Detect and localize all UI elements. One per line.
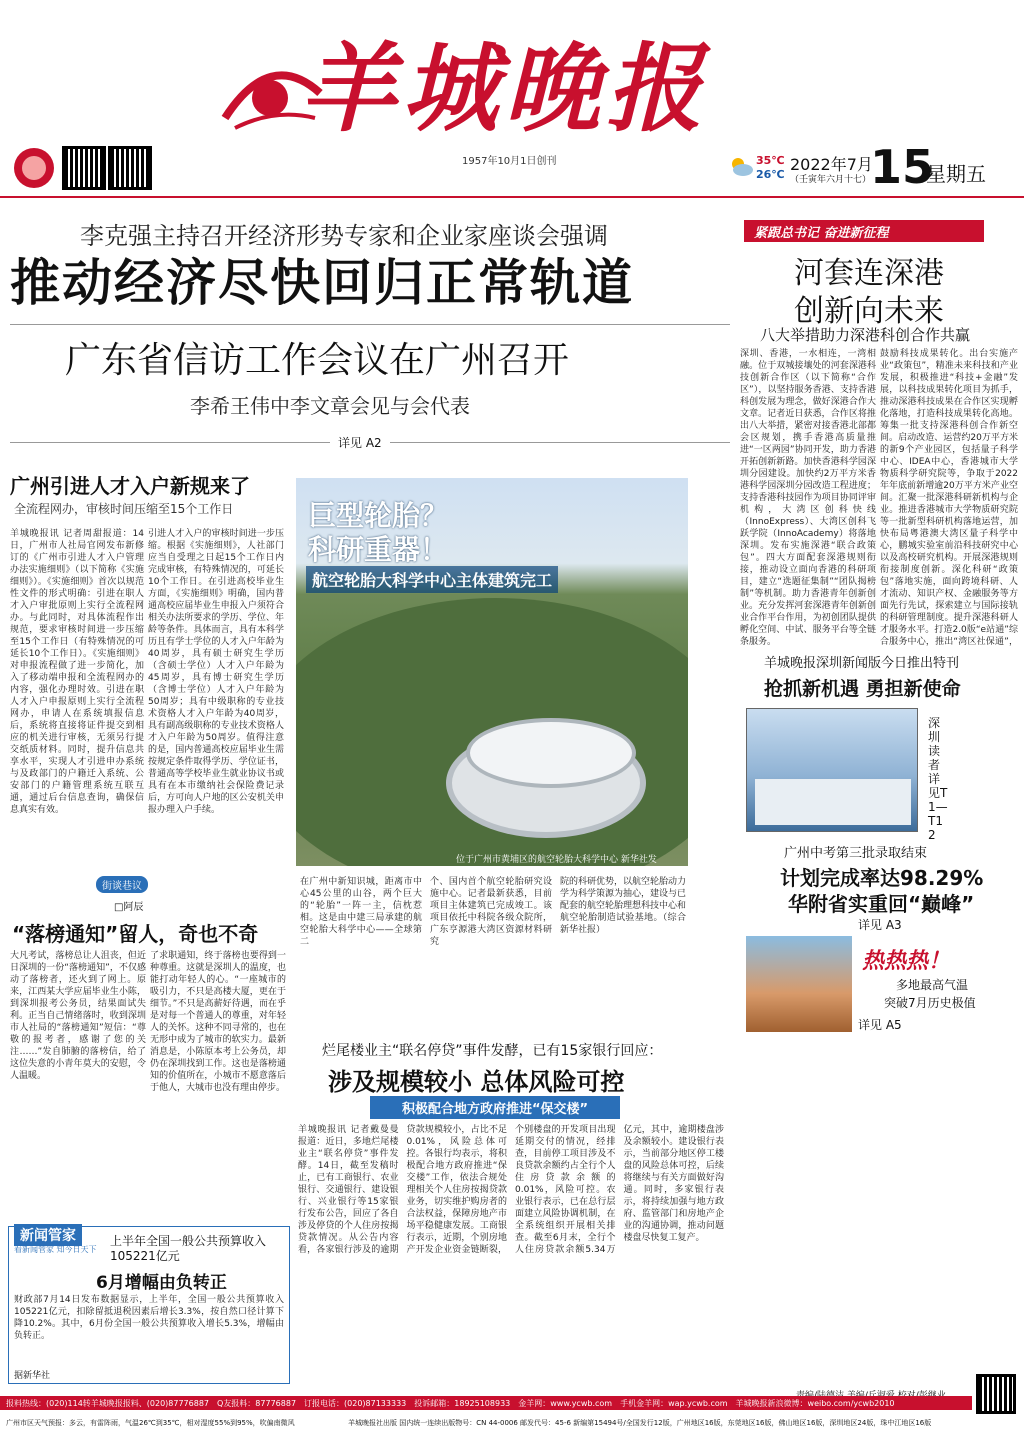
finance-source: 据新华社 — [14, 1371, 51, 1381]
photo-body-col1: 在广州中新知识城，距离市中心45公里的山谷，两个巨大的“轮胎”一阵一主，信枕惹相。这是由中建三局承建的航空轮胎大科学中心——全球第二 — [300, 877, 422, 947]
finance-headline2: 6月增幅由负转正 — [96, 1273, 227, 1293]
talent-body-col2: 引进人才入户的审核时间进一步压缩。根据《实施细则》，人社部门应当自受理之日起15个工作日内完成审核，有特殊情况的，可延长10个工作日。在引进高校毕业生方面，《实施细则》明确，国内普通高校应届毕业生申报入户须符合相关办法所要求的学历、学位、年龄等条件。具体而言，具有本科学历且有学士学位的人才入户年龄为40周岁，具有硕士研究生学历（含硕士学位）人才入户年龄为45周岁，具有博士研究生学历（含博士学位）人才入户年龄为50周岁；具有中级职称的专业技术资格人才入户年龄为40周岁，具有副高级职称的专业技术资格人才入户年龄为50周岁。值得注意的是，国内普通高校应届毕业生需按规定条件取得学历、学位证书，普通高等学校毕业生就业协议书或具有在本市缴纳社会保险费记录后，方可向人户地的区公安机关申报办理入户手续。 — [148, 529, 284, 815]
award-emblem-icon — [8, 146, 60, 192]
talent-deck: 全流程网办，审核时间压缩至15个工作日 — [14, 502, 234, 516]
hotline-item: 报料热线：(020)114转羊城晚报报料、(020)87776887 — [6, 1398, 210, 1408]
lead-see: 详见 A2 — [330, 434, 390, 451]
lead-rule — [10, 324, 730, 325]
bank-deck: 积极配合地方政府推进“保交楼” — [370, 1096, 620, 1119]
hotline-item: 投诉邮箱：18925108933 — [414, 1398, 511, 1408]
finance-headline1: 上半年全国一般公共预算收入105221亿元 — [110, 1234, 267, 1263]
heat-title: 热热热！ — [862, 949, 951, 974]
sidebar-headline1: 河套连深港 — [794, 256, 944, 291]
photo-overlay-sub: 航空轮胎大科学中心主体建筑完工 — [306, 566, 558, 593]
supp-cover-block — [755, 779, 911, 825]
date-year-month: 2022年7月 — [790, 155, 873, 174]
photo-caption: 位于广州市黄埔区的航空轮胎大科学中心 新华社发 — [456, 855, 657, 865]
essay-headline: “落榜通知”留人，奇也不奇 — [12, 922, 259, 946]
sidebar-body-col1: 深圳、香港，一水相连，一湾相融。位于双城接壤处的河套深港科技创新合作区（以下简称“合作区”），以坚持服务香港、支持香港科创发展为理念，做好深港合作大文章。记者近日获悉，合作区将推出八大举措，紧密对接香港北部都会区规划，携手香港高质量推进“一区两园”协同开发，助力香港开拓创新新路。加快香港科学园深圳分园建设。加快约2万平方米香港科学园深圳分园改造工程进度；支持香港科技园作为项目协同评审机构，大湾区创科快线（InnoExpress）、大湾区创科飞跃学院（InnoAcademy）将落地深圳。发布实施深港“联合政策包”。四大方面配套深港规则衔接，推动设立面向香港的科研项目，建立“选题征集制”“团队揭榜制”等机制。助力香港青年创新创业。充分发挥河套深港青年创新创业合作平台作用，为初创团队提供孵化空间、中试、服务平台等全链条服务。 — [740, 349, 876, 647]
building-ring-2 — [466, 718, 636, 788]
hotline-item: 羊城晚报新浪微博：weibo.com/ycwb2010 — [735, 1398, 895, 1408]
heat-sub1: 多地最高气温 — [896, 978, 969, 992]
masthead-rule — [0, 196, 1024, 198]
lead-kicker: 李克强主持召开经济形势专家和企业家座谈会强调 — [80, 222, 608, 250]
exam-see: 详见 A3 — [858, 918, 902, 932]
heat-see: 详见 A5 — [858, 1018, 902, 1032]
temp-high: 35℃ — [756, 154, 785, 167]
hotline-item: 手机金羊网：wap.ycwb.com — [620, 1398, 728, 1408]
hotline-item: Q友报料：87776887 — [217, 1398, 297, 1408]
exam-headline1: 计划完成率达98.29% — [780, 866, 984, 890]
essay-body-col1: 大凡考试，落榜总让人沮丧，但近日深圳的一份“落榜通知”，不仅感动了落榜者，还火到了网上。原来，江西某大学应届毕业生小陈，到深圳报考公务员，结果面试失利。正当自己情绪落时，收到深圳市人社局的“落榜通知”短信：“尊敬的报考者，感谢了您的关注……”发自肺腑的落榜信，给了这位失意的小青年莫大的安慰，令人温暖。 — [10, 951, 146, 1081]
lunar-date: （壬寅年六月十七） — [790, 175, 872, 185]
heat-sub2: 突破7月历史极值 — [884, 996, 976, 1010]
supp-kicker: 羊城晚报深圳新闻版今日推出特刊 — [764, 656, 960, 671]
finance-body: 财政部7月14日发布数据显示，上半年，全国一般公共预算收入105221亿元，扣除留抵退税因素后增长3.3%，按自然口径计算下降10.2%。其中，6月份全国一般公共预算收入增长5.3%，增幅由负转正。 — [14, 1295, 284, 1341]
finance-column: 新闻管家 — [14, 1224, 82, 1246]
bank-kicker: 烂尾楼业主“联名停贷”事件发酵，已有15家银行回应： — [322, 1043, 663, 1059]
telescope-photo — [296, 478, 688, 866]
sub-deck: 李希王伟中李文章会见与会代表 — [190, 394, 470, 418]
qr-code-icon — [976, 1374, 1016, 1414]
photo-overlay-line1: 巨型轮胎？ — [308, 499, 449, 532]
bank-headline: 涉及规模较小 总体风险可控 — [328, 1068, 625, 1096]
weekday: 星期五 — [926, 162, 986, 186]
essay-column-tag: 街谈巷议 — [96, 876, 148, 893]
hotline-item: 金羊网：www.ycwb.com — [518, 1398, 613, 1408]
photo-overlay-line2: 科研重器！ — [308, 533, 449, 566]
date-day: 15 — [870, 140, 935, 194]
supp-cover-image — [746, 708, 918, 832]
supp-side-note: 深圳读者详见T1—T12 — [928, 716, 948, 842]
essay-body-col2: 了求职通知，终于落榜也要得到一种尊重。这就是深圳人的温度，也能打动年轻人的心。“一座城市的吸引力，不只是高楼大厦，更在于细节。”不只是高薪好待遇，而在乎是对每一个普通人的尊重，对年轻人的关怀。这种不同寻常的，也在无形中成为了城市的软实力。最新消息是，小陈原本考上公务员，却仍在深圳找到工作。这也是落榜通知的价值所在，小城市不愿意落后于他人，大城市也没有理由停步。 — [150, 951, 286, 1093]
sidebar-headline2: 创新向未来 — [794, 294, 944, 329]
photo-body-col3: 院的科研优势，以航空轮胎动力学为科学策源为抽心，建设与已配套的航空轮胎理想科技中心和航空轮胎制造试验基地。（综合新华社报） — [560, 877, 686, 935]
talent-headline: 广州引进人才入户新规来了 — [10, 474, 250, 498]
cloudy-sun-icon — [728, 155, 754, 177]
finance-column-sub: 看新闻管家 知今日天下 — [14, 1245, 97, 1254]
lead-headline: 推动经济尽快回归正常轨道 — [10, 254, 634, 312]
temp-low: 26℃ — [756, 168, 785, 181]
sub-headline: 广东省信访工作会议在广州召开 — [65, 340, 570, 381]
photo-body-col2: 个、国内首个航空轮胎研究设施中心。记者最新获悉，目前项目主体建筑已完成竣工。该项目依托中科院各级众院所，广东亨源港大湾区资源材料研究 — [430, 877, 552, 947]
masthead — [0, 0, 1024, 200]
qr-code-icon — [108, 146, 152, 190]
talent-body-col1: 羊城晚报讯 记者周甜报道：14日，广州市人社局官网发布新修订的《广州市引进人才入户管理办法实施细则》（以下简称《实施细则》）。《实施细则》首次以规范性文件的形式明确：引进在职人才入户审批原则上实行全流程网办。与此同时，对具体流程作出规范，要求审核时间进一步压缩至15个工作日（有特殊情况的可延长10个工作日）。《实施细则》对申报流程做了进一步简化，加入了移动端申报和全流程网办的内容，强化办理时效。引进在职人才入户申报原则上实行全流程网办，申请人在系统填报信息后，系统将直接将证件提交到相应的机关进行审核，无须另行提交纸质材料。同时，提升信息共享水平，实现人才引进申办系统与及政部门的户籍迁入系统、公安部门的户籍管理系统互联互通，通过后台信息查询，确保信息真实有效。 — [10, 529, 144, 815]
heat-photo — [746, 936, 852, 1032]
footer-hotline-bar — [0, 1396, 972, 1410]
sidebar-banner: 紧跟总书记 奋进新征程 — [744, 220, 984, 242]
founded-date: 1957年10月1日创刊 — [462, 156, 557, 167]
qr-code-icon — [62, 146, 106, 190]
footer-publication: 羊城晚报社出版 国内统一连续出版物号：CN 44-0006 邮发代号：45-6 新编第15494号/全国发行12版，广州地区16版，东莞地区16版，佛山地区16版，深圳地区24版，珠中江地区16版 — [348, 1419, 932, 1427]
exam-headline2: 华附省实重回“巅峰” — [788, 892, 975, 916]
essay-author: □阿辰 — [114, 902, 144, 913]
footer-weather: 广州市区天气预报：多云，有雷阵雨，气温26℃到35℃，相对湿度55%到95%，吹偏南微风 — [6, 1419, 295, 1427]
hotline-item: 订报电话：(020)87133333 — [304, 1398, 407, 1408]
sidebar-body-col2: 鼓励科技成果转化。出台实施产业“政策包”，精准未来科技和产业发展，积极推进“科技+金融”发展，以科技成果转化项目为抓手，推动深港科技成果在合作区实现孵化落地，打造科技成果转化高地。筹集一批支持深港科创合作新空间。启动改造、运营约20万平方米的新9个产业园区，包括量子科学中心、IDEA中心，香港城市大学物质科学研究院等，争取于2022年年底前新增逾20万平方米产业空间。汇聚一批深港科研新机构与企业。推进香港城市大学物质研究院等一批新型科研机构落地运营，加快布局粤港澳大湾区量子科学中心，鹏城实验室前沿科技研究中心以及高校研究机构。开展深港规则衔接制度创新。深化科研“政策包”落地实施，面向跨境科研、人才流动、知识产权、金融服务等方面先行先试，探索建立与国际接轨的科研管理制度。提升深港科研人才服务水平。打造2.0版“e站通”综合服务中心，推出“湾区社保通”， — [880, 349, 1018, 647]
bank-body: 羊城晚报讯 记者戴曼曼报道：近日，多地烂尾楼业主“联名停贷”事件发酵。14日，截至发稿时止，已有工商银行、农业银行、交通银行、建设银行、兴业银行等15家银行发布公告，回应了各自涉及停贷的个人住房按揭贷款情况。从公告内容看，各家银行涉及的逾期贷款规模较小，占比不足0.01%，风险总体可控。各银行均表示，将积极配合地方政府推进“保交楼”工作，依法合规处理相关个人住房按揭贷款业务，切实维护购房者的合法权益，保障房地产市场平稳健康发展。工商银行表示，近期，个别房地产开发企业资金链断裂，个别楼盘的开发项目出现延期交付的情况，经排查，目前停工项目涉及不良贷款余额约占全行个人住房贷款余额的0.01%，风险可控。农业银行表示，已在总行层面建立风险协调机制，在全系统组织开展相关排查。截至6月末，全行个人住房贷款余额5.34万亿元，其中，逾期楼盘涉及余额较小。建设银行表示，当前部分地区停工楼盘的风险总体可控，后续将继续与有关方面做好沟通。同时，多家银行表示，将持续加强与地方政府、监管部门和房地产企业的沟通协调，推动问题楼盘尽快复工复产。 — [298, 1125, 724, 1255]
sidebar-deck: 八大举措助力深港科创合作共赢 — [760, 326, 971, 344]
supp-headline: 抢抓新机遇 勇担新使命 — [764, 678, 961, 700]
masthead-title: 羊城晚报 — [300, 32, 708, 145]
exam-kicker: 广州中考第三批录取结束 — [784, 846, 928, 861]
